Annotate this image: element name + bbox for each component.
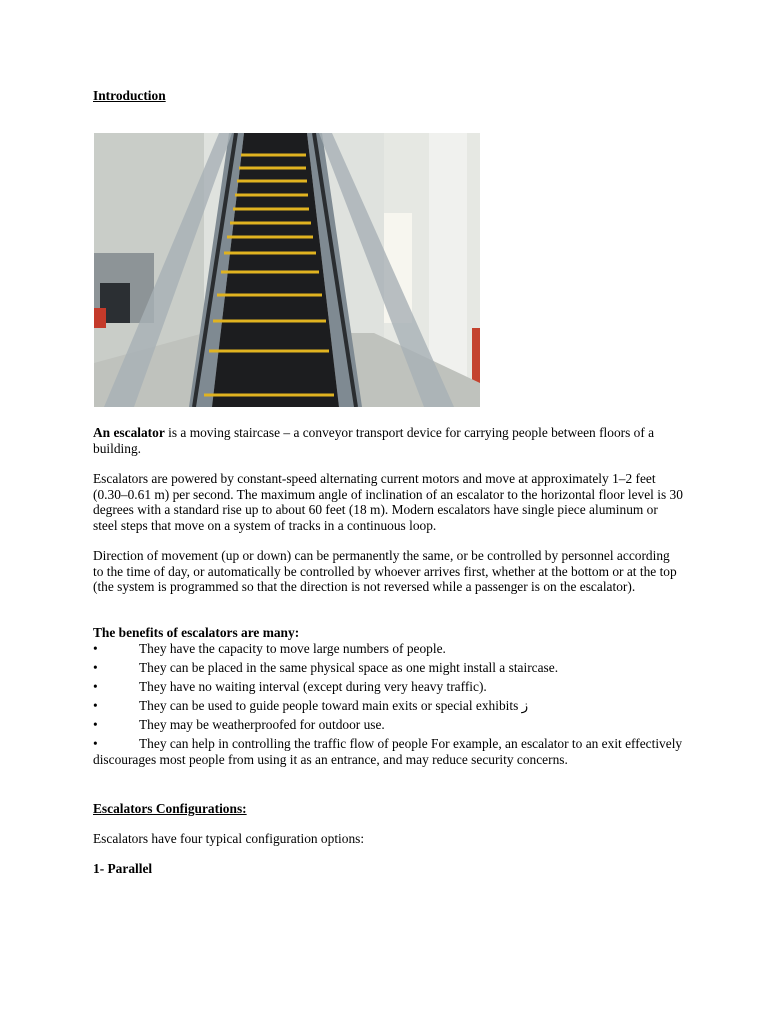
definition-text: is a moving staircase – a conveyor transport device for carrying people between floors of a building.: [93, 425, 655, 456]
benefits-heading: The benefits of escalators are many:: [93, 625, 300, 640]
bullet-icon: •: [93, 736, 98, 751]
list-item: • They have the capacity to move large numbers of people.: [93, 641, 446, 656]
bullet-icon: •: [93, 698, 98, 713]
benefits-list: [93, 641, 683, 771]
paragraph-power: Escalators are powered by constant-speed alternating current motors and move at approximately 1–2 feet (0.30–0.61 m) per second. The maximum angle of inclination of an escalator to the horizontal floor level is 30 degrees with a standard rise up to about 60 feet (18 m). Modern escalators have single piece aluminum or steel steps that move on a system of tracks in a continuous loop.: [93, 471, 683, 533]
list-item: • They have no waiting interval (except during very heavy traffic).: [93, 679, 487, 694]
paragraph-direction: Direction of movement (up or down) can be permanently the same, or be controlled by personnel according to the time of day, or automatically be controlled by whoever arrives first, whether at the bottom or at the top (the system is programmed so that the direction is not reversed while a passenger is on the escalator).: [93, 548, 677, 594]
bullet-icon: •: [93, 641, 98, 656]
list-item: • They can be used to guide people toward main exits or special exhibits ز: [93, 698, 529, 713]
intro-heading: Introduction: [93, 88, 166, 103]
escalator-photo: [94, 133, 480, 407]
bullet-icon: •: [93, 679, 98, 694]
configurations-heading: Escalators Configurations:: [93, 801, 247, 816]
configuration-parallel: 1- Parallel: [93, 861, 153, 876]
paragraph-definition: [93, 425, 683, 456]
bullet-icon: •: [93, 717, 98, 732]
configurations-intro: Escalators have four typical configuration options:: [93, 831, 365, 846]
list-item: • They may be weatherproofed for outdoor use.: [93, 717, 385, 732]
escalator-term: An escalator: [93, 425, 165, 440]
list-item: • They can help in controlling the traffic flow of people For example, an escalator to an exit effectively discourages most people from using it as an entrance, and may reduce security concerns.: [93, 736, 683, 767]
bullet-icon: •: [93, 660, 98, 675]
list-item: • They can be placed in the same physical space as one might install a staircase.: [93, 660, 559, 675]
